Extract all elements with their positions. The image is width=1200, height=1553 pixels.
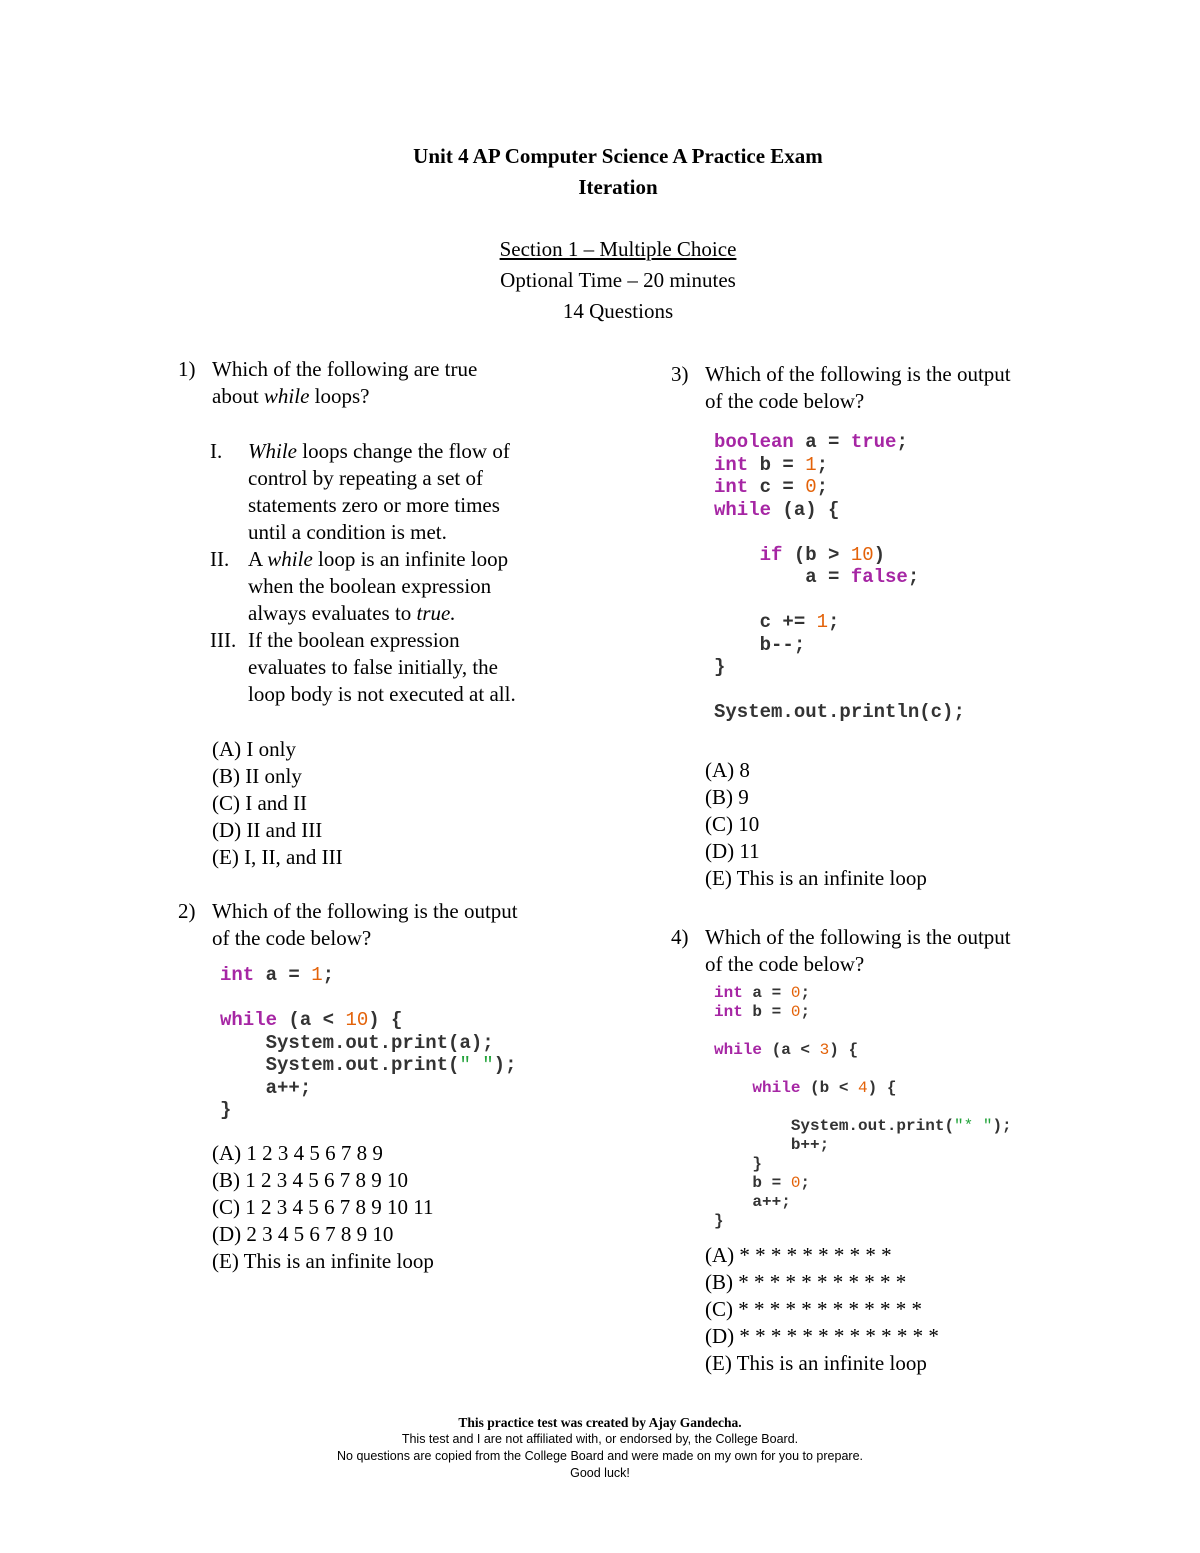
choice-a[interactable]: (A) 1 2 3 4 5 6 7 8 9	[212, 1141, 383, 1165]
choice-b[interactable]: (B) 1 2 3 4 5 6 7 8 9 10	[212, 1168, 408, 1192]
question-2	[178, 898, 598, 1288]
choice-e[interactable]: (E) This is an infinite loop	[705, 1351, 927, 1375]
statement-3: III. If the boolean expression evaluates to false initially, the loop body is not executed at all.	[210, 628, 516, 706]
choice-e[interactable]: (E) This is an infinite loop	[705, 866, 927, 890]
question-prompt: Which of the following is the output of the code below?	[705, 925, 1011, 976]
exam-subtitle: Iteration	[578, 175, 658, 199]
code-snippet: int a = 1; while (a < 10) { System.out.print(a); System.out.print(" "); a++; }	[220, 964, 517, 1121]
choice-d[interactable]: (D) 11	[705, 839, 760, 863]
question-4	[671, 924, 1091, 1384]
choice-d[interactable]: (D) II and III	[212, 818, 323, 842]
answer-choices	[212, 1140, 434, 1275]
question-number: 4)	[671, 925, 689, 949]
statement-2: II. A while loop is an infinite loop when the boolean expression always evaluates to true.	[210, 547, 509, 625]
statement-1: I. While loops change the flow of control by repeating a set of statements zero or more times until a condition is met.	[210, 439, 510, 544]
choice-e[interactable]: (E) I, II, and III	[212, 845, 343, 869]
section-heading: Section 1 – Multiple Choice	[499, 237, 737, 261]
question-number: 1)	[178, 357, 196, 381]
choice-b[interactable]: (B) 9	[705, 785, 749, 809]
question-1	[178, 356, 598, 876]
choice-c[interactable]: (C) I and II	[212, 791, 308, 815]
question-3	[671, 361, 1091, 901]
choice-a[interactable]: (A) * * * * * * * * * *	[705, 1243, 892, 1267]
choice-b[interactable]: (B) II only	[212, 764, 302, 788]
choice-e[interactable]: (E) This is an infinite loop	[212, 1249, 434, 1273]
footer-disclaimer: This test and I are not affiliated with, or endorsed by, the College Board.	[401, 1432, 799, 1446]
choice-c[interactable]: (C) 10	[705, 812, 760, 836]
answer-choices	[705, 757, 927, 892]
answer-choices	[705, 1242, 939, 1377]
question-prompt: Which of the following is the output of the code below?	[212, 899, 518, 950]
choice-a[interactable]: (A) I only	[212, 737, 296, 761]
footer-note: No questions are copied from the College Board and were made on my own for you to prepare.	[337, 1449, 863, 1463]
choice-d[interactable]: (D) * * * * * * * * * * * * *	[705, 1324, 939, 1348]
question-prompt: Which of the following are true about while loops?	[212, 357, 478, 408]
question-prompt: Which of the following is the output of the code below?	[705, 362, 1011, 413]
choice-c[interactable]: (C) 1 2 3 4 5 6 7 8 9 10 11	[212, 1195, 434, 1219]
footer-credit: This practice test was created by Ajay Gandecha.	[458, 1415, 742, 1430]
code-snippet: boolean a = true; int b = 1; int c = 0; while (a) { if (b > 10) a = false; c += 1; b--; } System.out.println(c);	[714, 431, 965, 723]
footer-good-luck: Good luck!	[570, 1466, 630, 1480]
exam-title: Unit 4 AP Computer Science A Practice Exam	[413, 144, 823, 168]
answer-choices	[212, 736, 343, 871]
footer	[0, 1414, 1200, 1482]
question-number: 3)	[671, 362, 689, 386]
question-count: 14 Questions	[562, 299, 674, 323]
choice-c[interactable]: (C) * * * * * * * * * * * *	[705, 1297, 922, 1321]
time-limit: Optional Time – 20 minutes	[500, 268, 736, 292]
choice-a[interactable]: (A) 8	[705, 758, 750, 782]
choice-b[interactable]: (B) * * * * * * * * * * *	[705, 1270, 907, 1294]
question-number: 2)	[178, 899, 196, 923]
code-snippet: int a = 0; int b = 0; while (a < 3) { while (b < 4) { System.out.print("* "); b++; } b = 0; a++; }	[714, 984, 1012, 1230]
choice-d[interactable]: (D) 2 3 4 5 6 7 8 9 10	[212, 1222, 394, 1246]
